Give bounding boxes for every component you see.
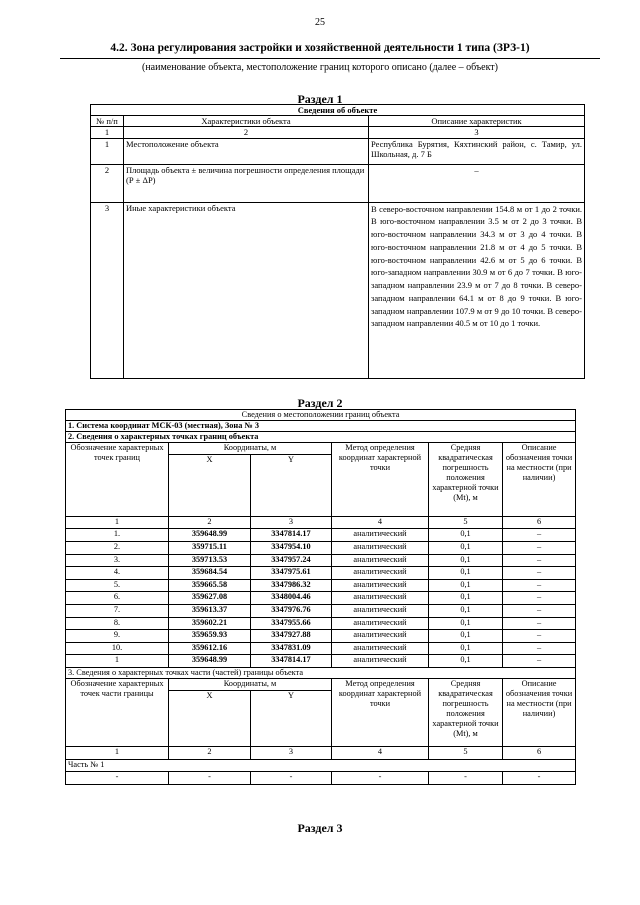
- point-x: 359612.16: [169, 642, 251, 655]
- empty-cell: -: [251, 772, 332, 785]
- empty-cell: -: [429, 772, 503, 785]
- point-accuracy: 0,1: [429, 617, 503, 630]
- point-method: аналитический: [332, 630, 429, 643]
- characteristic-name: Площадь объекта ± величина погрешности определения площади (Р ± ΔР): [124, 164, 369, 202]
- point-description: –: [503, 554, 576, 567]
- point-description: –: [503, 642, 576, 655]
- point-x: 359613.37: [169, 605, 251, 618]
- header-point-description: Описание обозначения точки на местности (при наличии): [503, 442, 576, 516]
- characteristic-value: В северо-восточном направлении 154.8 м от 1 до 2 точки. В юго-восточном направлении 3.5 м от 2 до 3 точки. В юго-восточном направлении 34.3 м от 3 до 4 точки. В юго-восточном направлении 21.8 м от 4 до 5 точки. В юго-восточном направлении 42.6 м от 5 до 6 точки. В юго-западном направлении 30.9 м от 6 до 7 точки. В юго-западном направлении 23.9 м от 7 до 8 точки. В северо-западном направлении 64.1 м от 8 до 9 точки. В юго-западном направлении 107.9 м от 9 до 10 точки. В северо-западном направлении 40.5 м от 10 до 1 точки.: [369, 202, 585, 378]
- point-id: 6.: [66, 592, 169, 605]
- document-subheading: (наименование объекта, местоположение границ которого описано (далее – объект): [141, 62, 499, 73]
- point-accuracy: 0,1: [429, 554, 503, 567]
- table-row: [66, 655, 576, 668]
- point-id: 9.: [66, 630, 169, 643]
- boundary-table-title: Сведения о местоположении границ объекта: [66, 410, 576, 421]
- table-row: [66, 617, 576, 630]
- header-part-point-designation: Обозначение характерных точек части границы: [66, 678, 169, 746]
- heading-underline: [60, 58, 600, 59]
- point-y: 3347955.66: [251, 617, 332, 630]
- header-characteristics: Характеристики объекта: [124, 116, 369, 127]
- point-accuracy: 0,1: [429, 642, 503, 655]
- point-id: 2.: [66, 542, 169, 555]
- table-row: [66, 567, 576, 580]
- col-number: 6: [503, 516, 576, 529]
- point-description: –: [503, 542, 576, 555]
- point-y: 3347976.76: [251, 605, 332, 618]
- point-accuracy: 0,1: [429, 630, 503, 643]
- point-y: 3347927.88: [251, 630, 332, 643]
- empty-cell: -: [503, 772, 576, 785]
- point-accuracy: 0,1: [429, 592, 503, 605]
- col-number: 1: [91, 127, 124, 138]
- col-number: 3: [369, 127, 585, 138]
- point-accuracy: 0,1: [429, 542, 503, 555]
- point-x: 359713.53: [169, 554, 251, 567]
- empty-cell: -: [169, 772, 251, 785]
- part-label: Часть № 1: [66, 759, 576, 772]
- point-method: аналитический: [332, 605, 429, 618]
- section2-title: Раздел 2: [297, 396, 343, 410]
- col-number: 6: [503, 746, 576, 759]
- object-info-table: [90, 104, 585, 379]
- point-x: 359715.11: [169, 542, 251, 555]
- col-number: 4: [332, 746, 429, 759]
- point-x: 359665.58: [169, 579, 251, 592]
- characteristic-name: Иные характеристики объекта: [124, 202, 369, 378]
- point-description: –: [503, 592, 576, 605]
- point-accuracy: 0,1: [429, 529, 503, 542]
- col-number: 2: [169, 746, 251, 759]
- col-number: 3: [251, 746, 332, 759]
- point-method: аналитический: [332, 529, 429, 542]
- point-description: –: [503, 529, 576, 542]
- header-part-method: Метод определения координат характерной точки: [332, 678, 429, 746]
- header-part-accuracy: Средняя квадратическая погрешность положения характерной точки (Мt), м: [429, 678, 503, 746]
- col-number: 1: [66, 746, 169, 759]
- col-number: 5: [429, 516, 503, 529]
- table-row: [66, 529, 576, 542]
- point-accuracy: 0,1: [429, 655, 503, 668]
- table-row: [66, 605, 576, 618]
- col-number: 2: [169, 516, 251, 529]
- point-id: 7.: [66, 605, 169, 618]
- col-number: 4: [332, 516, 429, 529]
- point-description: –: [503, 630, 576, 643]
- point-accuracy: 0,1: [429, 567, 503, 580]
- point-method: аналитический: [332, 592, 429, 605]
- point-x: 359684.54: [169, 567, 251, 580]
- characteristic-value: –: [369, 164, 585, 202]
- point-x: 359659.93: [169, 630, 251, 643]
- header-description: Описание характеристик: [369, 116, 585, 127]
- point-y: 3347831.09: [251, 642, 332, 655]
- point-id: 4.: [66, 567, 169, 580]
- col-number: 5: [429, 746, 503, 759]
- document-heading: 4.2. Зона регулирования застройки и хозяйственной деятельности 1 типа (ЗРЗ-1): [110, 42, 530, 54]
- table-row: [66, 772, 576, 785]
- header-part-x: X: [169, 690, 251, 746]
- point-y: 3347814.17: [251, 655, 332, 668]
- page-number: 25: [315, 17, 325, 28]
- col-number: 1: [66, 516, 169, 529]
- row-number: 1: [91, 138, 124, 164]
- point-y: 3347975.61: [251, 567, 332, 580]
- table-row: [66, 554, 576, 567]
- table-row: [66, 579, 576, 592]
- point-id: 5.: [66, 579, 169, 592]
- boundary-location-table: [65, 409, 576, 785]
- header-point-designation: Обозначение характерных точек границ: [66, 442, 169, 516]
- point-y: 3348004.46: [251, 592, 332, 605]
- point-x: 359602.21: [169, 617, 251, 630]
- object-info-table-title: Сведения об объекте: [91, 105, 585, 116]
- section1-title: Раздел 1: [297, 92, 343, 106]
- point-description: –: [503, 579, 576, 592]
- point-x: 359627.08: [169, 592, 251, 605]
- table-row: [66, 542, 576, 555]
- point-id: 8.: [66, 617, 169, 630]
- row-number: 2: [91, 164, 124, 202]
- col-number: 2: [124, 127, 369, 138]
- empty-cell: -: [332, 772, 429, 785]
- characteristic-value: Республика Бурятия, Кяхтинский район, с. Тамир, ул. Школьная, д. 7 Б: [369, 138, 585, 164]
- part-points-title: 3. Сведения о характерных точках части (частей) границы объекта: [66, 667, 576, 678]
- point-y: 3347986.32: [251, 579, 332, 592]
- point-method: аналитический: [332, 542, 429, 555]
- point-x: 359648.99: [169, 655, 251, 668]
- point-method: аналитический: [332, 554, 429, 567]
- header-x: X: [169, 454, 251, 516]
- header-coordinates: Координаты, м: [169, 442, 332, 454]
- point-description: –: [503, 567, 576, 580]
- header-accuracy: Средняя квадратическая погрешность положения характерной точки (Мt), м: [429, 442, 503, 516]
- col-number: 3: [251, 516, 332, 529]
- table-row: [66, 630, 576, 643]
- point-method: аналитический: [332, 567, 429, 580]
- point-y: 3347957.24: [251, 554, 332, 567]
- point-description: –: [503, 605, 576, 618]
- characteristic-name: Местоположение объекта: [124, 138, 369, 164]
- point-id: 10.: [66, 642, 169, 655]
- header-row-number: № п/п: [91, 116, 124, 127]
- table-row: [66, 642, 576, 655]
- header-y: Y: [251, 454, 332, 516]
- header-part-y: Y: [251, 690, 332, 746]
- table-row: [66, 592, 576, 605]
- points-section-title: 2. Сведения о характерных точках границ объекта: [66, 431, 576, 442]
- point-description: –: [503, 655, 576, 668]
- row-number: 3: [91, 202, 124, 378]
- point-id: 1.: [66, 529, 169, 542]
- header-method: Метод определения координат характерной точки: [332, 442, 429, 516]
- point-description: –: [503, 617, 576, 630]
- coordinate-system: 1. Система координат МСК-03 (местная), Зона № 3: [66, 420, 576, 431]
- header-part-point-description: Описание обозначения точки на местности (при наличии): [503, 678, 576, 746]
- point-y: 3347814.17: [251, 529, 332, 542]
- header-part-coordinates: Координаты, м: [169, 678, 332, 690]
- section3-title: Раздел 3: [297, 821, 343, 835]
- empty-cell: -: [66, 772, 169, 785]
- point-x: 359648.99: [169, 529, 251, 542]
- point-id: 1: [66, 655, 169, 668]
- point-id: 3.: [66, 554, 169, 567]
- point-method: аналитический: [332, 655, 429, 668]
- point-method: аналитический: [332, 579, 429, 592]
- point-method: аналитический: [332, 617, 429, 630]
- point-accuracy: 0,1: [429, 605, 503, 618]
- point-accuracy: 0,1: [429, 579, 503, 592]
- point-method: аналитический: [332, 642, 429, 655]
- point-y: 3347954.10: [251, 542, 332, 555]
